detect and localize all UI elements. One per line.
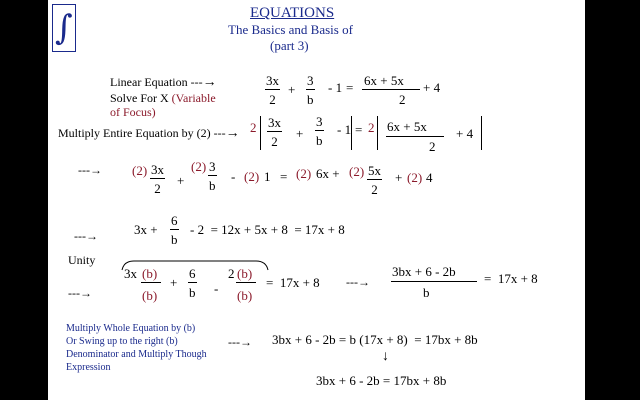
plus-four: + 4 [423,80,441,95]
note-line-4: Expression [66,362,111,373]
rhs-6x-5x: 6x + 5x [364,73,404,88]
plus-sign: + [288,82,296,97]
unity-minus: - [214,281,219,296]
unity-label: Unity [68,253,96,267]
combined-equals: = 17x + 8 [484,271,538,286]
arrow-unity-2: ---→ [346,275,370,289]
equals-c: = [280,169,288,184]
unity-b-num-c: (b) [237,266,253,281]
plus-c2: + [395,170,403,185]
four-c: 4 [426,170,433,185]
unity-b-den-a: (b) [142,288,158,303]
unity-2: 2 [228,266,235,281]
coef-2-d: (2) [296,166,312,181]
rhs-denominator-2-b: 2 [429,139,436,154]
arrow-simplified: ---→ [74,229,98,243]
multiply-label: Multiply Entire Equation by (2) ---→ [58,126,240,141]
six-x-c: 6x + [316,166,340,181]
one-c: 1 [264,169,271,184]
plus-c: + [177,173,185,188]
frac-3x-over-2: $\frac{3x}{2}$ [266,73,279,107]
down-arrow-icon: ↓ [382,349,389,364]
coef-2-c: (2) [244,169,260,184]
minus-one-b: - 1 [337,122,352,137]
frac-6-over-b-unity: $\frac{6}{b}$ [189,266,196,300]
arrow-unity: ---→ [68,286,92,300]
equals-sign-b: = [355,122,363,137]
multiplier-2-right: 2 [368,120,375,135]
equals-sign: = [346,80,354,95]
simplified-right: - 2 = 12x + 5x + 8 = 17x + 8 [190,222,345,237]
logo-box [52,4,76,52]
minus-one: - 1 [328,80,343,95]
plus-four-b: + 4 [456,126,474,141]
unity-3x: 3x [124,266,137,281]
frac-6-over-b: $\frac{6}{b}$ [171,213,178,247]
solve-for-x-label: Solve For X (Variable [110,91,216,105]
final-line-2: 3bx + 6 - 2b = 17bx + 8b [316,373,447,388]
slide [48,0,585,400]
frac-3x-over-2-c: $\frac{3x}{2}$ [151,162,164,196]
coef-2-e: (2) [349,164,365,179]
note-line-2: Or Swing up to the right (b) [66,336,178,347]
arrow-expand: ---→ [78,163,102,177]
multiplier-2-left: 2 [250,120,257,135]
integral-icon: ∫ [55,8,73,48]
final-line-1: 3bx + 6 - 2b = b (17x + 8) = 17bx + 8b [272,332,478,347]
frac-3-over-b-b: $\frac{3}{b}$ [316,114,323,148]
simplified-left: 3x + [134,222,158,237]
note-line-1: Multiply Whole Equation by (b) [66,323,196,334]
note-line-3: Denominator and Multiply Though [66,349,207,360]
frac-3-over-b-c: $\frac{3}{b}$ [209,159,216,193]
minus-c: - [231,169,236,184]
combined-denominator: b [423,285,430,300]
unity-plus: + [170,275,178,290]
rhs-denominator-2: 2 [399,92,406,107]
coef-2-a: (2) [132,163,148,178]
coef-2-b: (2) [191,159,207,174]
subtitle: The Basics and Basis of [228,22,353,37]
variable-of-focus-label: of Focus) [110,105,156,119]
unity-b-den-c: (b) [237,288,253,303]
plus-sign-b: + [296,126,304,141]
combined-numerator: 3bx + 6 - 2b [392,264,456,279]
part-label: (part 3) [270,38,309,53]
unity-equals: = 17x + 8 [266,275,320,290]
page-title: EQUATIONS [250,5,335,21]
frac-3x-over-2-b: $\frac{3x}{2}$ [268,115,281,149]
coef-2-f: (2) [407,170,423,185]
frac-3-over-b: $\frac{3}{b}$ [307,73,314,107]
arrow-final: ---→ [228,335,252,349]
rhs-6x-5x-b: 6x + 5x [387,119,427,134]
unity-b-num-a: (b) [142,266,158,281]
linear-equation-label: Linear Equation ---→ [110,75,217,90]
frac-5x-over-2-c: $\frac{5x}{2}$ [368,163,381,197]
